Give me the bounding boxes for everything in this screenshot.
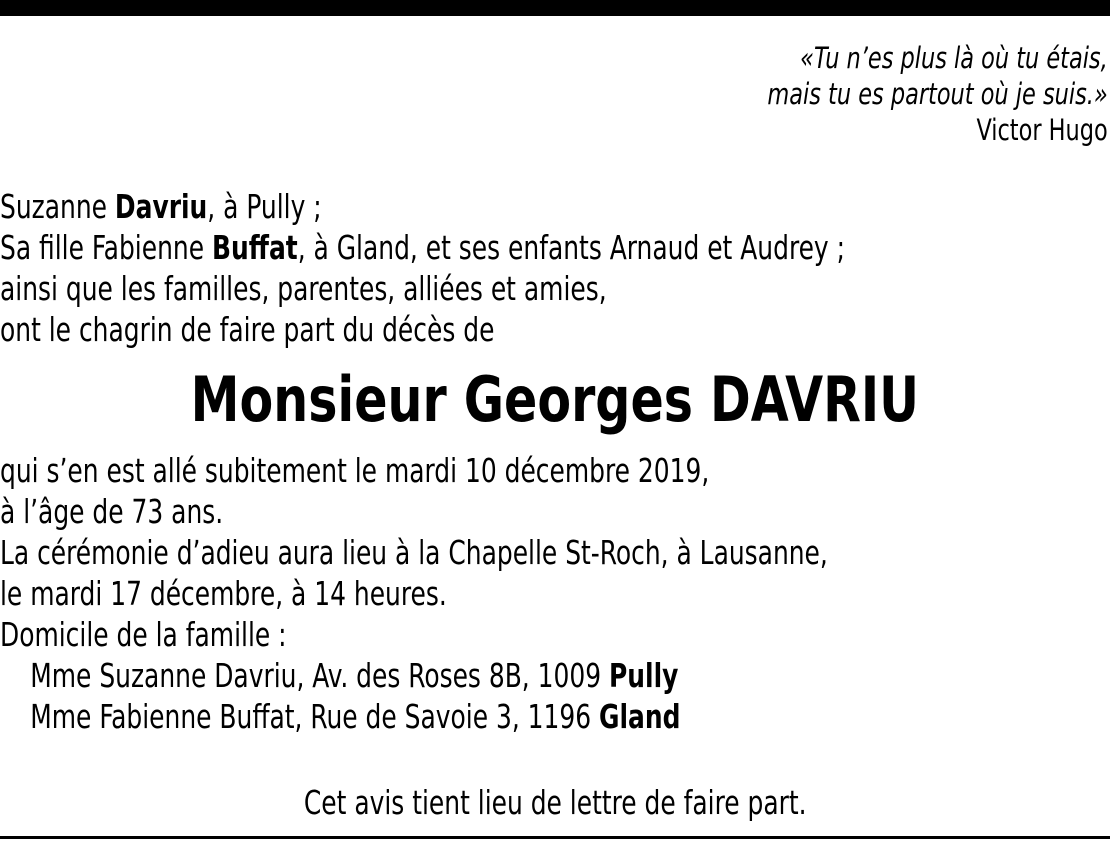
family-line-2-rest: , à Gland, et ses enfants Arnaud et Audrey ; — [297, 228, 846, 267]
top-border-rule — [0, 0, 1110, 16]
family-line-2 — [0, 227, 845, 268]
obituary-details — [0, 450, 828, 737]
details-line-5: Domicile de la famille : — [0, 615, 287, 654]
deceased-name-text: Monsieur Georges DAVRIU — [190, 363, 920, 436]
quote-line-1: «Tu n’es plus là où tu étais, — [800, 41, 1108, 75]
family-address-2 — [0, 696, 828, 737]
quote-line-2: mais tu es partout où je suis.» — [767, 77, 1108, 111]
family-line-1-rest: , à Pully ; — [207, 187, 322, 226]
details-line-1: qui s’en est allé subitement le mardi 10 décembre 2019, — [0, 451, 710, 490]
address-2-city: Gland — [599, 697, 681, 736]
details-line-3: La cérémonie d’adieu aura lieu à la Chapelle St-Roch, à Lausanne, — [0, 533, 828, 572]
footer-notice-text: Cet avis tient lieu de lettre de faire part. — [303, 783, 807, 822]
family-line-2-surname: Buffat — [211, 228, 298, 267]
details-line-4: le mardi 17 décembre, à 14 heures. — [0, 574, 447, 613]
family-line-1 — [0, 186, 845, 227]
family-line-2-text: Sa fille Fabienne — [0, 228, 212, 267]
family-line-3: ainsi que les familles, parentes, alliées et amies, — [0, 269, 607, 308]
family-line-4: ont le chagrin de faire part du décès de — [0, 310, 495, 349]
address-1-text: Mme Suzanne Davriu, Av. des Roses 8B, 1009 — [30, 656, 610, 695]
family-address-1 — [0, 655, 828, 696]
family-line-1-surname: Davriu — [114, 187, 208, 226]
quote-author: Victor Hugo — [976, 113, 1108, 147]
address-1-city: Pully — [609, 656, 679, 695]
details-line-2: à l’âge de 73 ans. — [0, 492, 224, 531]
family-line-1-text: Suzanne — [0, 187, 115, 226]
epigraph-quote — [768, 40, 1108, 148]
bottom-border-rule — [0, 836, 1110, 839]
deceased-name-heading — [0, 362, 1110, 438]
family-announcement — [0, 186, 845, 350]
address-2-text: Mme Fabienne Buffat, Rue de Savoie 3, 1196 — [30, 697, 600, 736]
footer-notice — [0, 782, 1110, 823]
